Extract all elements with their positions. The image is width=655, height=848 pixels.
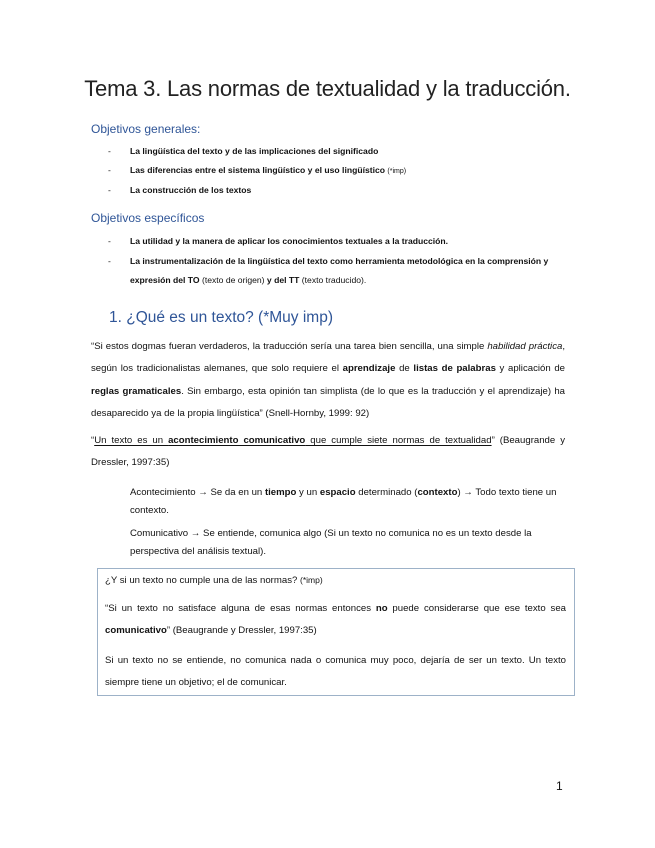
list-item: - Las diferencias entre el sistema lingüístico y el uso lingüístico (*imp)	[108, 165, 407, 175]
objetivos-especificos-heading: Objetivos específicos	[91, 211, 205, 225]
note-box	[97, 568, 575, 696]
document-title: Tema 3. Las normas de textualidad y la traducción.	[84, 76, 571, 101]
box-quote: “Si un texto no satisface alguna de esas normas entonces no puede considerarse que ese texto sea comunicativo” (Beaugrande y Dressler, 1997:35)	[105, 603, 566, 636]
list-item: - La lingüística del texto y de las implicaciones del significado	[108, 146, 379, 156]
page-number: 1	[556, 779, 563, 793]
list-item: - La utilidad y la manera de aplicar los conocimientos textuales a la traducción.	[108, 236, 449, 246]
quote-snell-hornby: “Si estos dogmas fueran verdaderos, la traducción sería una tarea bien sencilla, una simple habilidad práctica, según los tradicionalistas alemanes, que solo requiere el aprendizaje de listas de palabras y aplicación de reglas gramaticales. Sin embargo, esta opinión tan simplista (de lo que es la traducción y el aprendizaje) ha desaparecido ya de la propia lingüística” (Snell-Hornby, 1999: 92)	[91, 341, 565, 419]
list-item: - La instrumentalización de la lingüística del texto como herramienta metodológica en la comprensión y expresión del TO (texto de origen) y del TT (texto traducido).	[108, 256, 549, 285]
list-item: - La construcción de los textos	[108, 185, 252, 195]
quote-beaugrande: “Un texto es un acontecimiento comunicativo que cumple siete normas de textualidad” (Beaugrande y Dressler, 1997:35)	[91, 435, 566, 469]
objetivos-generales-heading: Objetivos generales:	[91, 122, 201, 136]
objetivos-generales-list	[108, 142, 568, 200]
section-heading: 1. ¿Qué es un texto? (*Muy imp)	[109, 309, 333, 326]
imp-note: (*imp)	[387, 168, 407, 175]
objetivos-especificos-list	[108, 232, 568, 290]
box-conclusion: Si un texto no se entiende, no comunica nada o comunica muy poco, dejaría de ser un texto. Un texto siempre tiene un objetivo; el de comunicar.	[105, 655, 566, 688]
acontecimiento-definition: Acontecimiento → Se da en un tiempo y un espacio determinado (contexto) → Todo texto tiene un contexto.	[130, 487, 557, 516]
comunicativo-definition: Comunicativo → Se entiende, comunica algo (Si un texto no comunica no es un texto desde la perspectiva del análisis textual).	[130, 528, 532, 557]
box-question: ¿Y si un texto no cumple una de las normas? (*imp)	[105, 575, 323, 586]
